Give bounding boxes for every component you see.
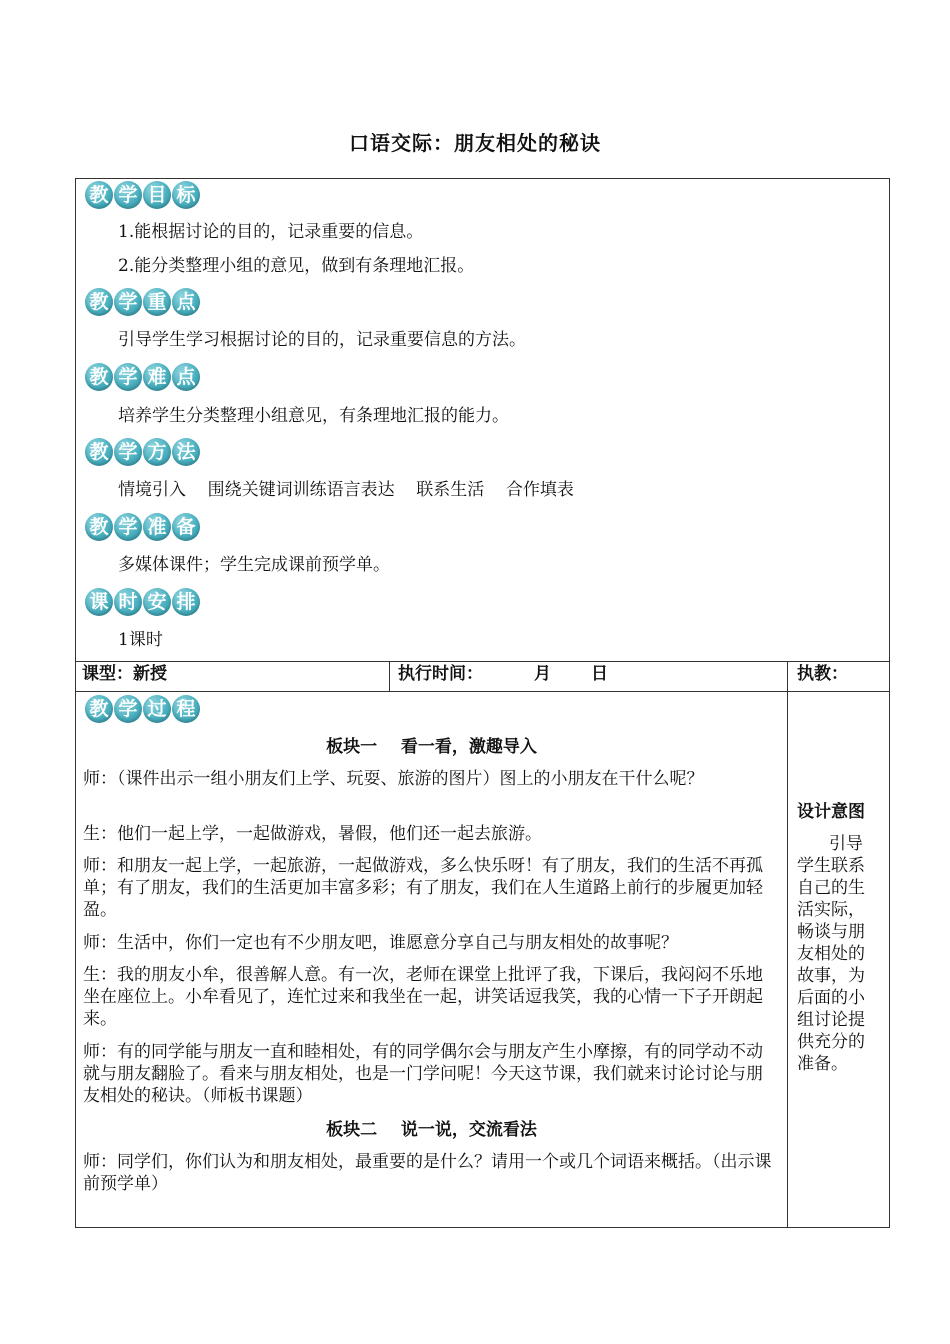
- badge-char: 难: [143, 363, 171, 391]
- objectives-badge: [85, 181, 200, 209]
- badge-char: 程: [172, 695, 200, 723]
- schedule-badge: [85, 588, 200, 616]
- badge-char: 过: [143, 695, 171, 723]
- block2-title: 板块二 说一说，交流看法: [326, 1120, 537, 1140]
- design-intent-label: 设计意图: [797, 802, 865, 822]
- preparation-text: 多媒体课件；学生完成课前预学单。: [118, 555, 390, 575]
- key-points-badge: [85, 288, 200, 316]
- badge-char: 排: [172, 588, 200, 616]
- process-divider: [787, 691, 788, 1228]
- dialogue-p4: 师：生活中，你们一定也有不少朋友吧，谁愿意分享自己与朋友相处的故事呢？: [83, 933, 678, 953]
- info-divider: [787, 661, 788, 692]
- badge-char: 教: [85, 695, 113, 723]
- badge-char: 重: [143, 288, 171, 316]
- badge-char: 课: [85, 588, 113, 616]
- dialogue-p6: 师：有的同学能与朋友一直和睦相处，有的同学偶尔会与朋友产生小摩擦，有的同学动不动就与朋友翻脸了。看来与朋友相处，也是一门学问呢！今天这节课，我们就来讨论讨论与朋友相处的秘诀。（师板书课题）: [83, 1042, 763, 1106]
- key-points-text: 引导学生学习根据讨论的目的，记录重要信息的方法。: [118, 330, 526, 350]
- difficulties-badge: [85, 363, 200, 391]
- schedule-text: 1课时: [118, 630, 163, 650]
- badge-char: 教: [85, 513, 113, 541]
- block1-title: 板块一 看一看，激趣导入: [326, 737, 537, 757]
- objective-item-1: 1.能根据讨论的目的，记录重要的信息。: [118, 222, 424, 242]
- badge-char: 目: [143, 181, 171, 209]
- dialogue-p1: 师：（课件出示一组小朋友们上学、玩耍、旅游的图片）图上的小朋友在干什么呢？: [83, 769, 704, 789]
- page-title: 口语交际：朋友相处的秘诀: [349, 131, 601, 155]
- badge-char: 标: [172, 181, 200, 209]
- badge-char: 学: [114, 181, 142, 209]
- badge-char: 学: [114, 363, 142, 391]
- info-divider: [389, 661, 390, 692]
- methods-text: 情境引入 围绕关键词训练语言表达 联系生活 合作填表: [118, 480, 574, 500]
- badge-char: 时: [114, 588, 142, 616]
- badge-char: 点: [172, 363, 200, 391]
- lesson-type: 课型：新授: [82, 664, 167, 684]
- badge-char: 学: [114, 695, 142, 723]
- difficulties-text: 培养学生分类整理小组意见，有条理地汇报的能力。: [118, 406, 509, 426]
- methods-badge: [85, 438, 200, 466]
- badge-char: 学: [114, 288, 142, 316]
- day-label: 日: [591, 664, 608, 684]
- badge-char: 教: [85, 288, 113, 316]
- badge-char: 教: [85, 438, 113, 466]
- badge-char: 安: [143, 588, 171, 616]
- badge-char: 备: [172, 513, 200, 541]
- badge-char: 方: [143, 438, 171, 466]
- badge-char: 点: [172, 288, 200, 316]
- execution-time-label: 执行时间：: [398, 664, 483, 684]
- dialogue-p5: 生：我的朋友小牟，很善解人意。有一次，老师在课堂上批评了我，下课后，我闷闷不乐地坐在座位上。小牟看见了，连忙过来和我坐在一起，讲笑话逗我笑，我的心情一下子开朗起来。: [83, 965, 763, 1029]
- badge-char: 学: [114, 513, 142, 541]
- dialogue-p2: 生：他们一起上学，一起做游戏，暑假，他们还一起去旅游。: [83, 824, 542, 844]
- preparation-badge: [85, 513, 200, 541]
- teacher-label: 执教：: [797, 664, 848, 684]
- badge-char: 教: [85, 181, 113, 209]
- objective-item-2: 2.能分类整理小组的意见，做到有条理地汇报。: [118, 256, 475, 276]
- dialogue-p7: 师：同学们，你们认为和朋友相处，最重要的是什么？请用一个或几个词语来概括。（出示课前预学单）: [83, 1152, 772, 1194]
- badge-char: 准: [143, 513, 171, 541]
- process-badge: [85, 695, 200, 723]
- month-label: 月: [534, 664, 551, 684]
- badge-char: 教: [85, 363, 113, 391]
- design-intent-text: 引导学生联系自己的生活实际，畅谈与朋友相处的故事，为后面的小组讨论提供充分的准备。: [797, 834, 865, 1074]
- badge-char: 法: [172, 438, 200, 466]
- badge-char: 学: [114, 438, 142, 466]
- dialogue-p3: 师：和朋友一起上学，一起旅游，一起做游戏，多么快乐呀！有了朋友，我们的生活不再孤单；有了朋友，我们的生活更加丰富多彩；有了朋友，我们在人生道路上前行的步履更加轻盈。: [83, 856, 763, 920]
